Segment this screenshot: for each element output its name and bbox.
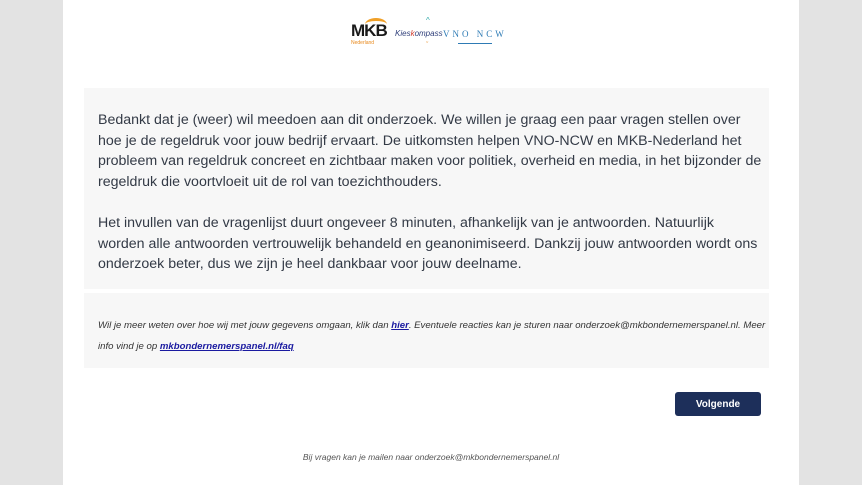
kieskompas-logo: Kieskompass — [395, 29, 443, 38]
mkb-arc-icon — [365, 18, 387, 31]
intro-panel — [84, 88, 769, 289]
logo-bar — [351, 18, 511, 54]
vnoncw-logo: VNO NCW — [443, 29, 507, 39]
next-button[interactable]: Volgende — [675, 392, 761, 416]
privacy-info-text: Wil je meer weten over hoe wij met jouw gegevens omgaan, klik dan hier. Eventuele reacties kan je sturen naar onderzoek@mkbondernemerspanel.nl. Meer info vind je op mkbondernemerspanel.nl/faq — [98, 320, 766, 352]
footer-contact: Bij vragen kan je mailen naar onderzoek@mkbondernemerspanel.nl — [302, 452, 560, 462]
faq-link[interactable]: mkbondernemerspanel.nl/faq — [159, 341, 294, 352]
compass-up-icon: ^ — [426, 16, 430, 25]
mkb-logo: MKB Nederland — [351, 22, 387, 46]
vnoncw-underline — [458, 43, 492, 44]
intro-paragraph-1: Bedankt dat je (weer) wil meedoen aan dit onderzoek. We willen je graag een paar vragen stellen over hoe je de regeldruk voor jouw bedrijf ervaart. De uitkomsten helpen VNO-NCW en MKB-Nederland het probleem van regeldruk concreet en zichtbaar maken voor politiek, overheid en media, in het bijzonder de regeldruk die voortvloeit uit de rol van toezichthouders. — [98, 112, 762, 190]
intro-paragraph-2: Het invullen van de vragenlijst duurt ongeveer 8 minuten, afhankelijk van je antwoorden. Natuurlijk worden alle antwoorden vertrouwelijk behandeld en geanonimiseerd. Dankzij jouw antwoorden wordt ons onderzoek beter, dus we zijn je heel dankbaar voor jouw deelname. — [98, 215, 758, 273]
privacy-info-panel — [84, 293, 769, 368]
privacy-link[interactable]: hier — [391, 320, 409, 331]
compass-down-icon: ˇ — [426, 42, 429, 49]
survey-page — [63, 0, 799, 485]
